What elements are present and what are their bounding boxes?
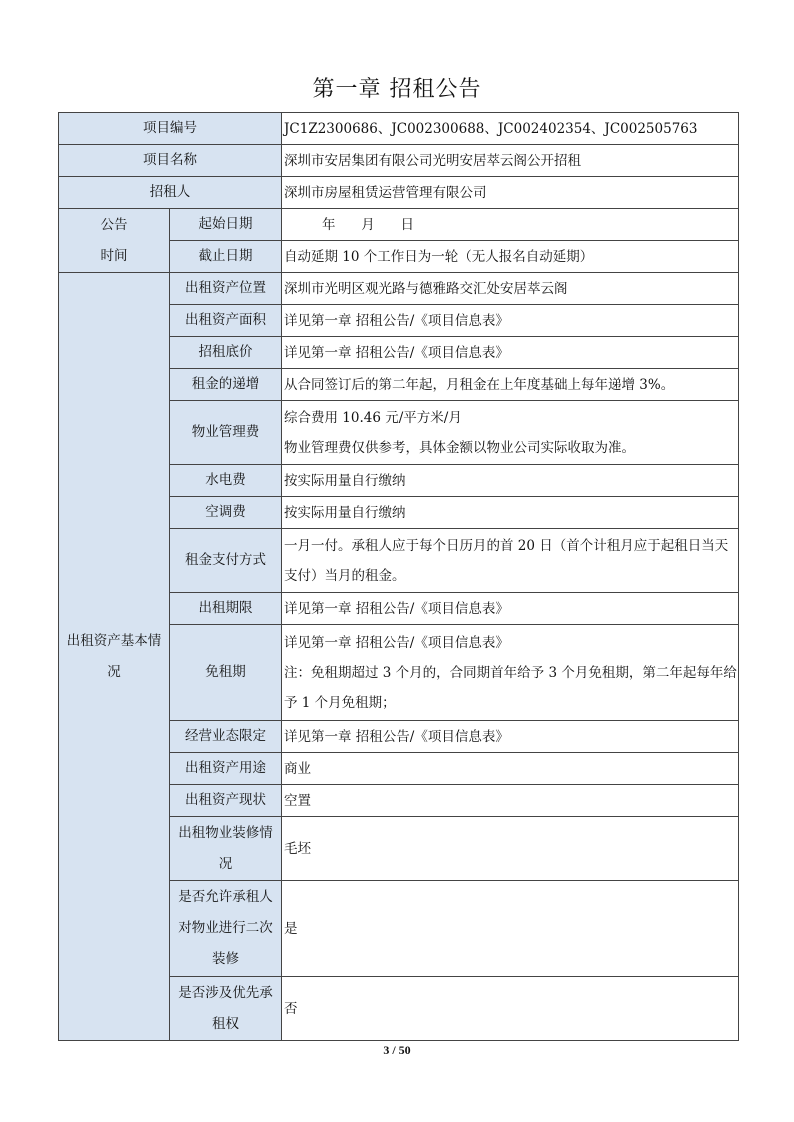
utilities-value: 按实际用量自行缴纳	[282, 465, 739, 497]
decoration-value: 毛坯	[282, 817, 739, 881]
business-limit-label: 经营业态限定	[170, 721, 282, 753]
project-no-value: JC1Z2300686、JC002300688、JC002402354、JC002505763	[282, 113, 739, 145]
preemption-label	[170, 977, 282, 1041]
location-value: 深圳市光明区观光路与德雅路交汇处安居萃云阁	[282, 273, 739, 305]
free-period-label: 免租期	[170, 625, 282, 721]
table-row	[59, 145, 739, 177]
tender-info-table	[58, 112, 739, 1041]
property-fee-label: 物业管理费	[170, 401, 282, 465]
notice-time-label-line1: 公告	[100, 216, 128, 233]
term-value: 详见第一章 招租公告/《项目信息表》	[282, 593, 739, 625]
area-label: 出租资产面积	[170, 305, 282, 337]
term-label: 出租期限	[170, 593, 282, 625]
decoration-label	[170, 817, 282, 881]
project-name-value: 深圳市安居集团有限公司光明安居萃云阁公开招租	[282, 145, 739, 177]
secondary-reno-label-line1: 是否允许承租人	[178, 889, 273, 905]
asset-info-label	[59, 273, 170, 1041]
secondary-reno-label-line2: 对物业进行二次	[178, 920, 273, 936]
page-number: 3 / 50	[383, 1043, 411, 1057]
decoration-label-line1: 出租物业装修情	[178, 824, 273, 841]
property-fee-line1: 综合费用 10.46 元/平方米/月	[284, 409, 462, 426]
project-no-label: 项目编号	[59, 113, 282, 145]
preemption-label-line1: 是否涉及优先承	[178, 984, 273, 1001]
location-label: 出租资产位置	[170, 273, 282, 305]
property-fee-line2: 物业管理费仅供参考，具体金额以物业公司实际收取为准。	[284, 439, 635, 456]
page-title: 第一章 招租公告	[312, 77, 482, 102]
status-value: 空置	[282, 785, 739, 817]
lessor-value: 深圳市房屋租赁运营管理有限公司	[282, 177, 739, 209]
aircon-value: 按实际用量自行缴纳	[282, 497, 739, 529]
area-value: 详见第一章 招租公告/《项目信息表》	[282, 305, 739, 337]
free-period-value	[282, 625, 739, 721]
secondary-reno-value: 是	[282, 881, 739, 977]
table-row	[59, 113, 739, 145]
base-price-value: 详见第一章 招租公告/《项目信息表》	[282, 337, 739, 369]
increase-label: 租金的递增	[170, 369, 282, 401]
start-date-value: 年 月 日	[282, 209, 739, 241]
usage-label: 出租资产用途	[170, 753, 282, 785]
table-row	[59, 273, 739, 305]
start-date-label: 起始日期	[170, 209, 282, 241]
free-period-line2: 注：免租期超过 3 个月的，合同期首年给予 3 个月免租期，第二年起每年给	[284, 664, 737, 681]
secondary-reno-label	[170, 881, 282, 977]
payment-value	[282, 529, 739, 593]
project-name-label: 项目名称	[59, 145, 282, 177]
aircon-label: 空调费	[170, 497, 282, 529]
status-label: 出租资产现状	[170, 785, 282, 817]
asset-info-label-line2: 况	[107, 663, 121, 680]
free-period-line1: 详见第一章 招租公告/《项目信息表》	[284, 634, 509, 651]
preemption-value: 否	[282, 977, 739, 1041]
business-limit-value: 详见第一章 招租公告/《项目信息表》	[282, 721, 739, 753]
end-date-label: 截止日期	[170, 241, 282, 273]
end-date-value: 自动延期 10 个工作日为一轮（无人报名自动延期）	[282, 241, 739, 273]
payment-line2: 支付）当月的租金。	[284, 567, 406, 584]
table-row	[59, 209, 739, 241]
decoration-label-line2: 况	[218, 855, 233, 872]
table-row	[59, 177, 739, 209]
property-fee-value	[282, 401, 739, 465]
notice-time-label-line2: 时间	[100, 247, 128, 264]
secondary-reno-label-line3: 装修	[212, 951, 239, 967]
increase-value: 从合同签订后的第二年起，月租金在上年度基础上每年递增 3%。	[282, 369, 739, 401]
payment-label: 租金支付方式	[170, 529, 282, 593]
preemption-label-line2: 租权	[212, 1015, 239, 1032]
base-price-label: 招租底价	[170, 337, 282, 369]
notice-time-label	[59, 209, 170, 273]
utilities-label: 水电费	[170, 465, 282, 497]
free-period-line3: 予 1 个月免租期；	[284, 694, 396, 711]
lessor-label: 招租人	[59, 177, 282, 209]
usage-value: 商业	[282, 753, 739, 785]
asset-info-label-line1: 出租资产基本情	[66, 632, 162, 649]
payment-line1: 一月一付。承租人应于每个日历月的首 20 日（首个计租月应于起租日当天	[284, 537, 729, 554]
